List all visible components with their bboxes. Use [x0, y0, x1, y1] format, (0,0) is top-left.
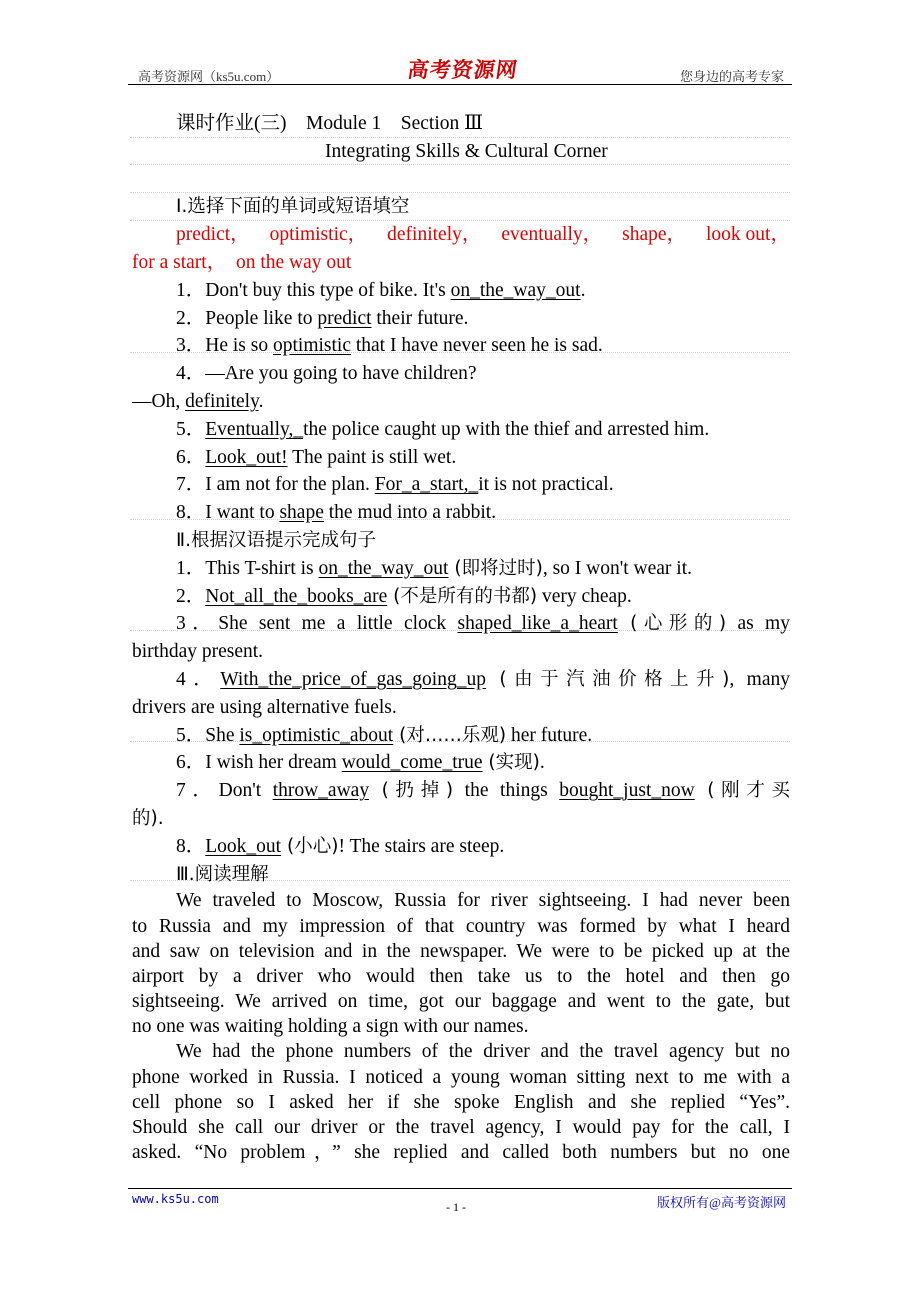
question-4-reply: —Oh, definitely. [132, 390, 264, 412]
question-4: 4．—Are you going to have children? [176, 363, 477, 385]
paragraph-line: asked. “No problem，” she replied and called both numbers but no one [132, 1142, 790, 1164]
word-bank-item: eventually， [501, 224, 603, 246]
answer: optimistic [272, 335, 351, 357]
document-body [132, 110, 790, 1165]
answer: is_optimistic_about [239, 724, 394, 746]
word-bank-row1 [132, 221, 790, 249]
paragraph-line: to Russia and my impression of that country was formed by what I heard [132, 915, 790, 937]
word-bank-item: predict， [176, 224, 250, 246]
paragraph-line: sightseeing. We arrived on time, got our baggage and went to the gate, but [132, 991, 790, 1013]
part2-heading: Ⅱ.根据汉语提示完成句子 [176, 529, 376, 551]
answer: Look_out [205, 835, 282, 857]
answer: on_the_way_out [318, 557, 449, 579]
page-number: - 1 - [446, 1200, 466, 1214]
answer: For_a_start,_ [374, 474, 479, 496]
header-logo: 高考资源网 [406, 57, 520, 82]
question-1: 1．Don't buy this type of bike. It's on_the_way_out. [176, 279, 586, 301]
paragraph-line: and saw on television and in the newspaper. We were to be picked up at the [132, 940, 790, 962]
word-bank-item: shape， [622, 224, 687, 246]
footer-link[interactable]: www.ks5u.com [132, 1192, 219, 1206]
reading-paragraph-1 [132, 888, 790, 1039]
answer: shape [279, 502, 324, 524]
paragraph-line: cell phone so I asked her if she spoke English and she replied “Yes”. [132, 1091, 790, 1113]
header-slogan: 您身边的高考专家 [679, 69, 784, 84]
lesson-subtitle: Integrating Skills & Cultural Corner [325, 140, 608, 162]
footer-divider [128, 1188, 792, 1189]
question-5: 5．Eventually,_the police caught up with the thief and arrested him. [176, 418, 710, 440]
question-2: 2．People like to predict their future. [176, 307, 469, 329]
question-8: 8．I want to shape the mud into a rabbit. [176, 502, 497, 524]
word-bank-item: optimistic， [269, 224, 368, 246]
question-3: 3．He is so optimistic that I have never seen he is sad. [176, 335, 603, 357]
sentence-3-cont: birthday present. [132, 641, 264, 663]
answer: With_the_price_of_gas_going_up [220, 668, 486, 690]
sentence-5: 5．She is_optimistic_about (对……乐观) her future. [176, 724, 593, 746]
paragraph-line: We traveled to Moscow, Russia for river sightseeing. I had never been [176, 890, 790, 912]
footer-copyright: 版权所有@高考资源网 [657, 1195, 786, 1210]
paragraph-line: phone worked in Russia. I noticed a young woman sitting next to me with a [132, 1066, 790, 1088]
reading-paragraph-2 [132, 1039, 790, 1165]
lesson-title: 课时作业(三) Module 1 Section Ⅲ [176, 113, 483, 134]
sentence-8: 8．Look_out (小心)! The stairs are steep. [176, 835, 505, 857]
sentence-7: 7．Don't throw_away (扔掉) the things bought_just_now (刚才买 [176, 780, 791, 802]
part3-heading: Ⅲ.阅读理解 [176, 863, 269, 885]
answer: on_the_way_out [450, 279, 581, 301]
sentence-2: 2．Not_all_the_books_are (不是所有的书都) very cheap. [176, 585, 632, 607]
header-divider [128, 84, 792, 85]
answer: throw_away [272, 780, 370, 802]
answer: predict [317, 307, 372, 329]
answer: Not_all_the_books_are [205, 585, 388, 607]
answer: bought_just_now [559, 780, 695, 802]
answer: would_come_true [341, 752, 483, 774]
sentence-3: 3．She sent me a little clock shaped_like_a_heart (心形的) as my [176, 613, 790, 635]
word-bank-item: look out， [706, 224, 790, 246]
word-bank-item: definitely， [387, 224, 482, 246]
question-6: 6．Look_out! The paint is still wet. [176, 446, 457, 468]
sentence-7-cont: 的). [132, 807, 164, 829]
part1-heading: Ⅰ.选择下面的单词或短语填空 [176, 196, 410, 218]
answer: Look_out! [205, 446, 288, 468]
answer: shaped_like_a_heart [457, 613, 618, 635]
header-site-name: 高考资源网（ks5u.com） [138, 69, 280, 84]
answer: Eventually,_ [205, 418, 304, 440]
paragraph-line: Should she call our driver or the travel agency, I would pay for the call, I [132, 1117, 790, 1138]
sentence-6: 6．I wish her dream would_come_true (实现). [176, 752, 545, 774]
question-7: 7．I am not for the plan. For_a_start,_it is not practical. [176, 474, 614, 496]
word-bank-row2: for a start， on the way out [132, 251, 352, 273]
sentence-4: 4．With_the_price_of_gas_going_up (由于汽油价格上升), many [176, 668, 790, 690]
paragraph-line: airport by a driver who would then take us to the hotel and then go [132, 965, 790, 987]
paragraph-line: no one was waiting holding a sign with our names. [132, 1016, 529, 1038]
paragraph-line: We had the phone numbers of the driver and the travel agency but no [176, 1041, 790, 1063]
sentence-1: 1．This T-shirt is on_the_way_out (即将过时), so I won't wear it. [176, 557, 693, 579]
answer: definitely [185, 390, 259, 412]
sentence-4-cont: drivers are using alternative fuels. [132, 696, 397, 718]
